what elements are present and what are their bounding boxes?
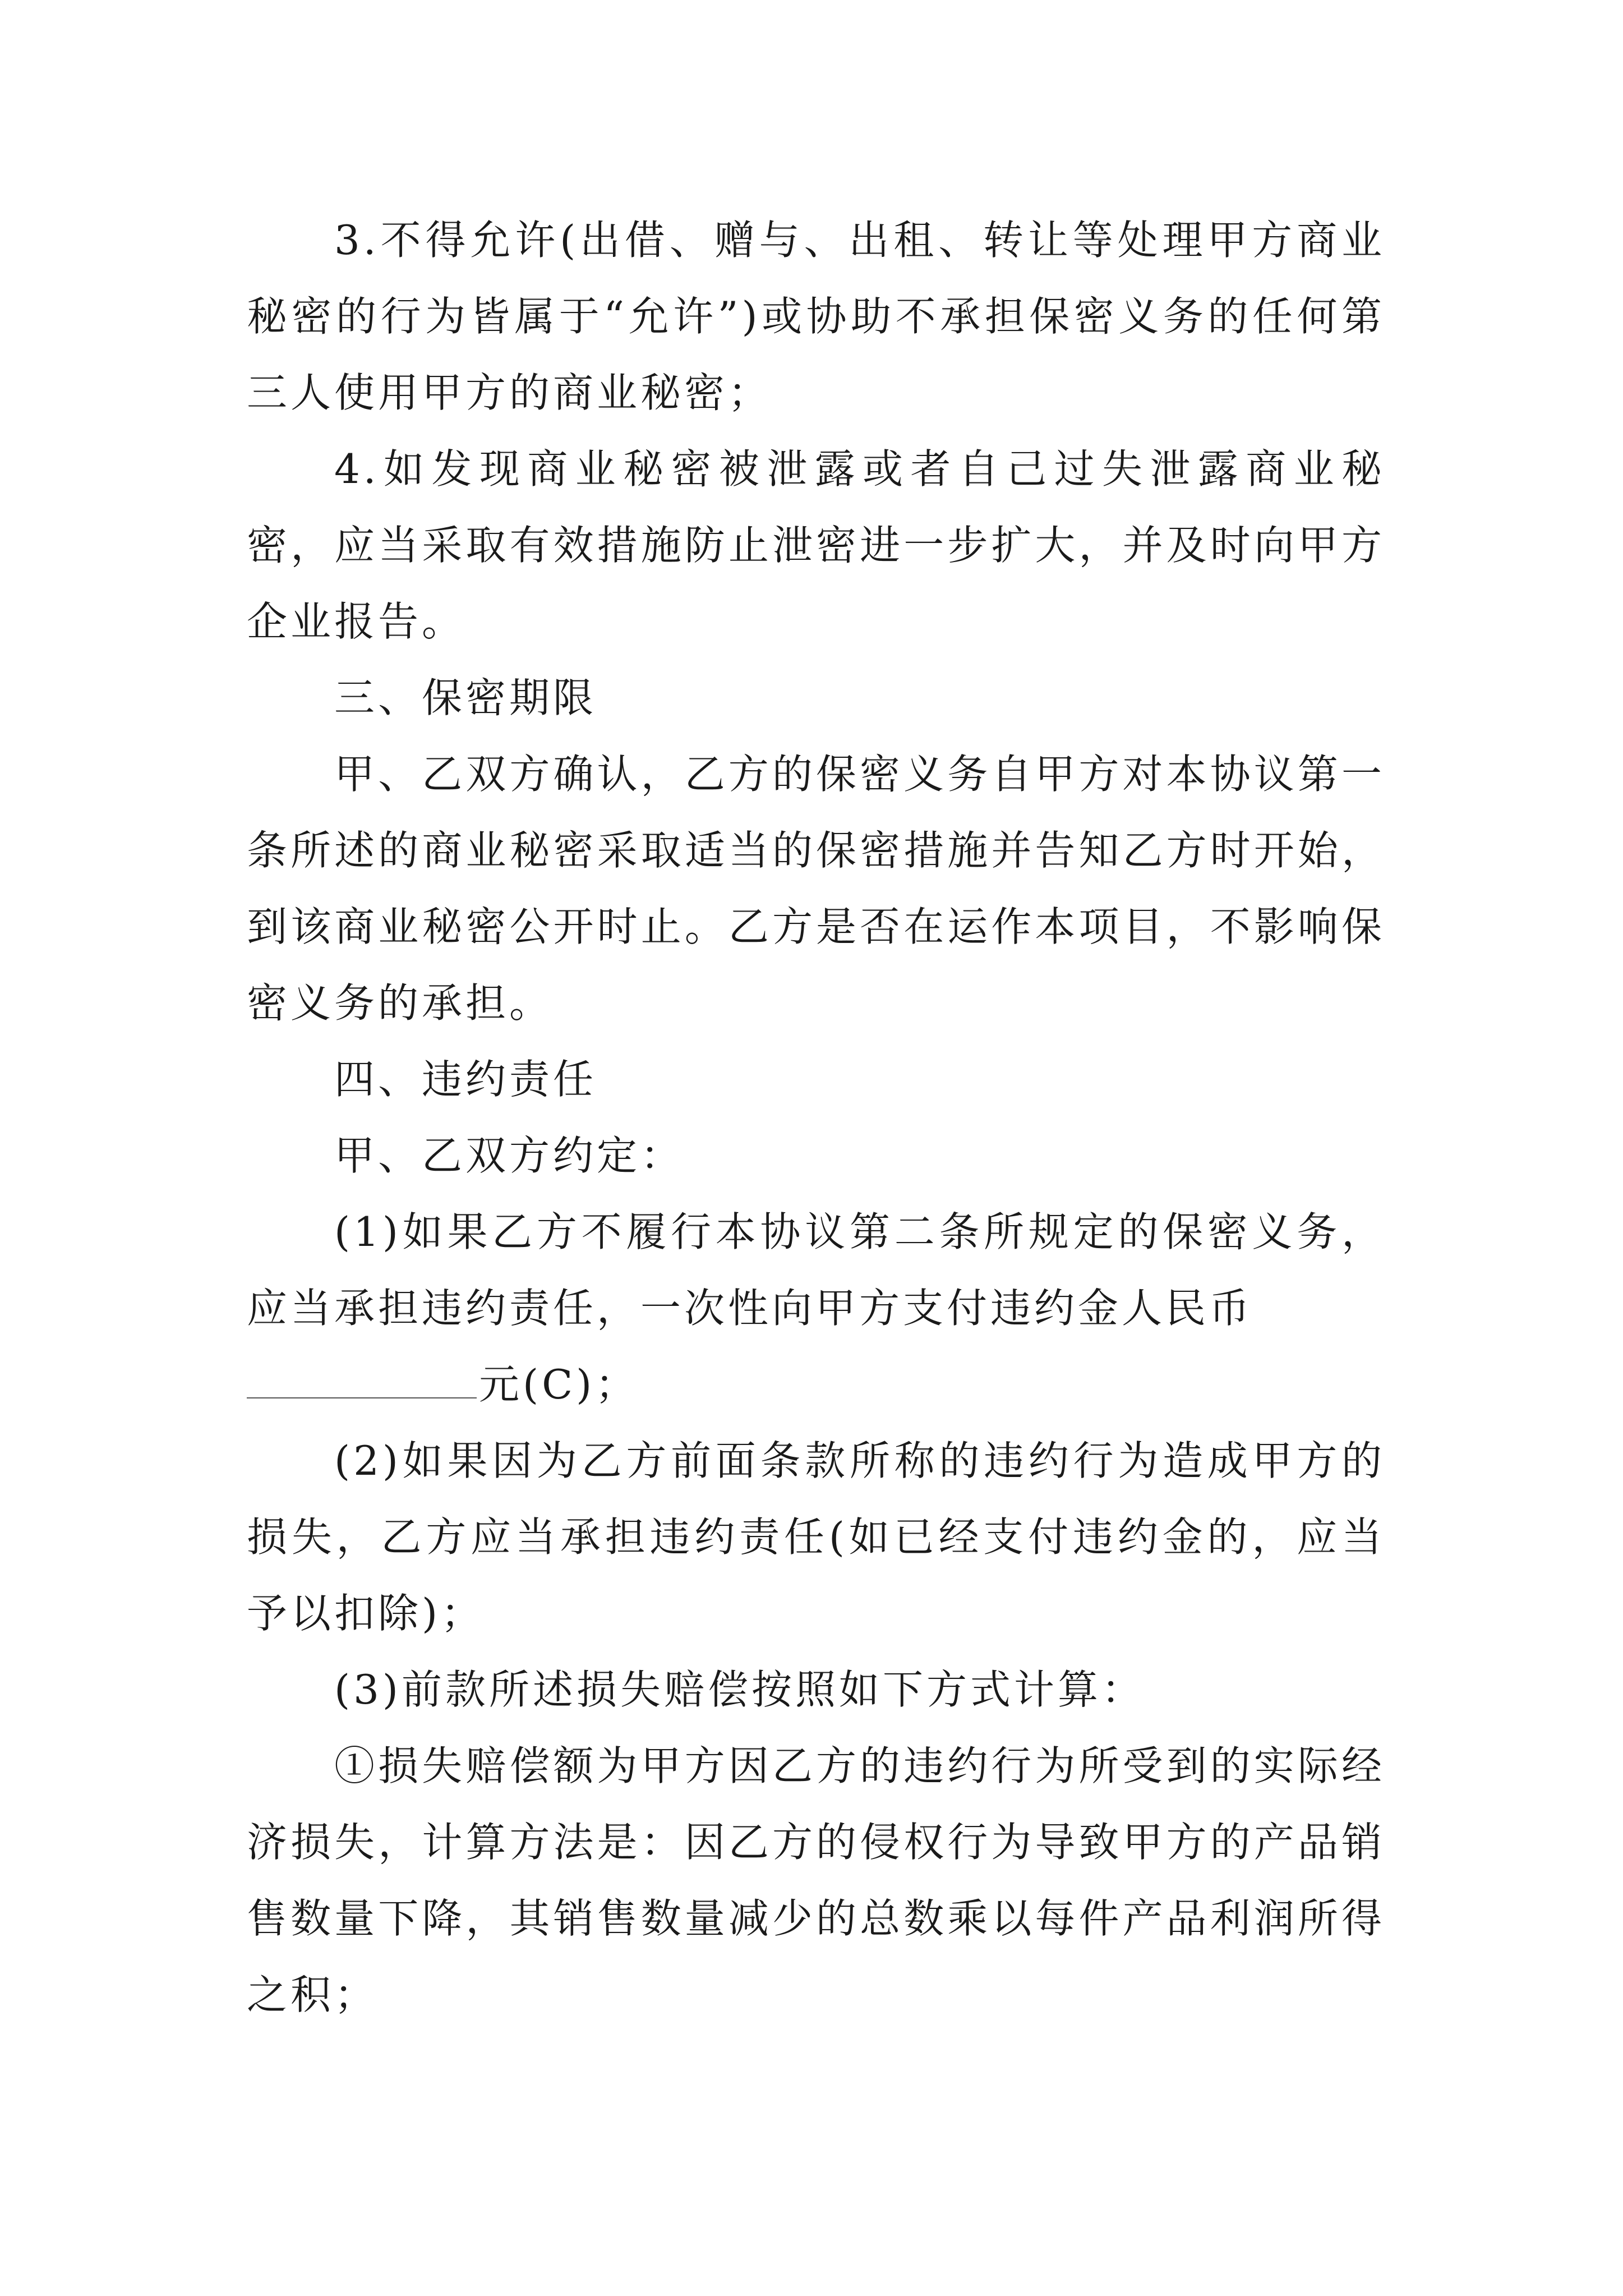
item-1-tail: 元(C)； [479, 1361, 639, 1408]
paragraph-parties-agree: 甲、乙双方约定： [334, 1132, 685, 1179]
section-heading-breach-liability: 四、违约责任 [334, 1056, 597, 1103]
document-body [247, 202, 1385, 2033]
paragraph-item-3: (3)前款所述损失赔偿按照如下方式计算： [334, 1666, 1145, 1713]
amount-blank-line [247, 1364, 477, 1398]
paragraph-clause-3: 3.不得允许(出借、赠与、出租、转让等处理甲方商业秘密的行为皆属于“允许”)或协助不承担保密义务的任何第三人使用甲方的商业秘密； [247, 217, 1385, 416]
paragraph-item-3-1: ①损失赔偿额为甲方因乙方的违约行为所受到的实际经济损失，计算方法是：因乙方的侵权行为导致甲方的产品销售数量下降，其销售数量减少的总数乘以每件产品利润所得之积； [247, 1742, 1385, 2018]
paragraph-clause-4: 4.如发现商业秘密被泄露或者自己过失泄露商业秘密，应当采取有效措施防止泄密进一步扩大，并及时向甲方企业报告。 [247, 445, 1385, 645]
paragraph-confidentiality-period: 甲、乙双方确认，乙方的保密义务自甲方对本协议第一条所述的商业秘密采取适当的保密措施并告知乙方时开始，到该商业秘密公开时止。乙方是否在运作本项目，不影响保密义务的承担。 [247, 751, 1385, 1027]
paragraph-item-2: (2)如果因为乙方前面条款所称的违约行为造成甲方的损失，乙方应当承担违约责任(如已经支付违约金的，应当予以扣除)； [247, 1437, 1385, 1637]
section-heading-confidentiality-period: 三、保密期限 [334, 674, 597, 721]
item-1-text: (1)如果乙方不履行本协议第二条所规定的保密义务，应当承担违约责任，一次性向甲方支付违约金人民币 [247, 1208, 1385, 1332]
paragraph-item-1 [247, 1194, 1385, 1423]
